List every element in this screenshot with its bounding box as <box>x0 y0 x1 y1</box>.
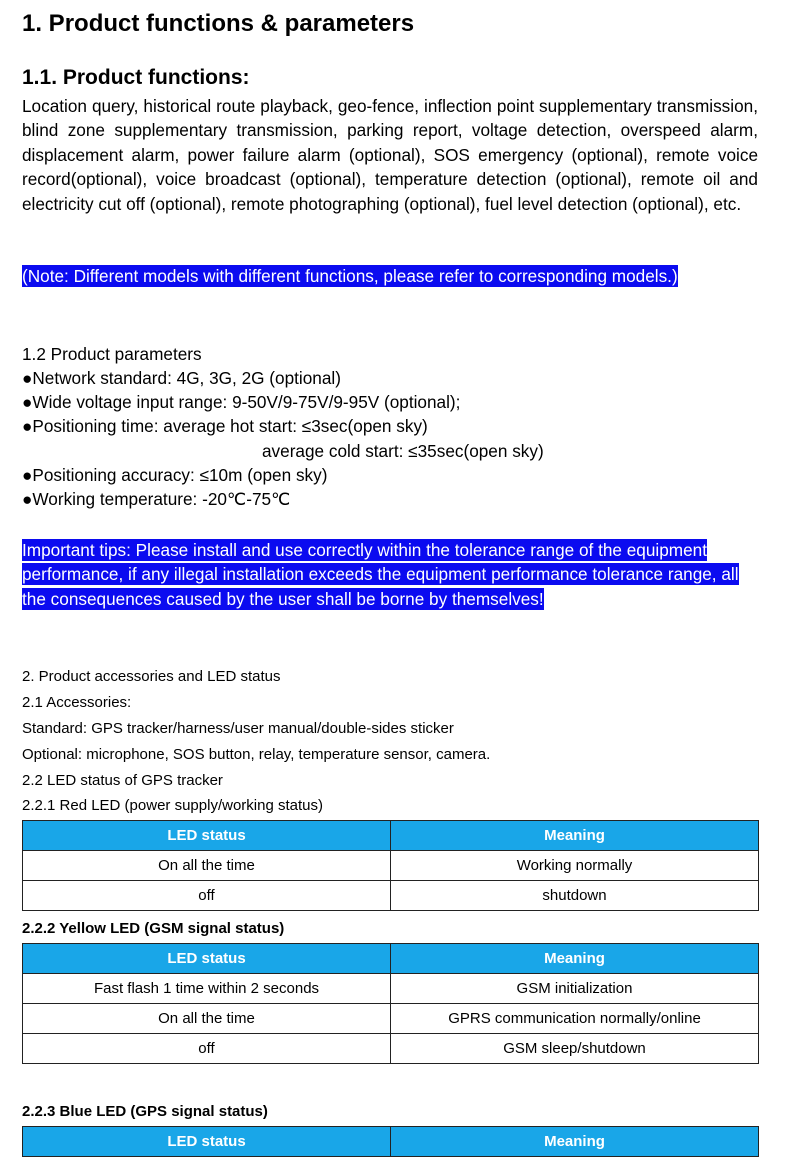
cell-meaning: GSM initialization <box>391 974 759 1004</box>
note-paragraph <box>22 264 758 288</box>
param-voltage: ●Wide voltage input range: 9-50V/9-75V/9-95V (optional); <box>22 392 461 412</box>
header-led-status: LED status <box>23 1127 391 1157</box>
accessories-standard: Standard: GPS tracker/harness/user manual/double-sides sticker <box>22 720 454 737</box>
table-header-row <box>23 821 759 851</box>
accessories-subheading: 2.1 Accessories: <box>22 694 132 711</box>
accessories-heading: 2. Product accessories and LED status <box>22 668 281 685</box>
note-highlight: (Note: Different models with different functions, please refer to corresponding models.) <box>22 266 678 286</box>
param-network: ●Network standard: 4G, 3G, 2G (optional) <box>22 368 341 388</box>
functions-heading: 1.1. Product functions: <box>22 66 250 89</box>
red-led-table <box>22 820 759 911</box>
params-heading: 1.2 Product parameters <box>22 344 202 364</box>
tips-highlight: Important tips: Please install and use correctly within the tolerance range of the equipment performance, if any illegal installation exceeds the equipment performance tolerance range, all the consequences caused by the user shall be borne by themselves! <box>22 540 739 609</box>
table-row <box>23 881 759 911</box>
main-heading: 1. Product functions & parameters <box>22 10 415 37</box>
table-row <box>23 1034 759 1064</box>
important-tips <box>22 538 758 611</box>
led-status-heading: 2.2 LED status of GPS tracker <box>22 772 223 789</box>
header-led-status: LED status <box>23 821 391 851</box>
blue-led-table <box>22 1126 759 1157</box>
cell-meaning: GSM sleep/shutdown <box>391 1034 759 1064</box>
header-led-status: LED status <box>23 944 391 974</box>
yellow-led-table <box>22 943 759 1064</box>
table-row <box>23 851 759 881</box>
accessories-optional: Optional: microphone, SOS button, relay, temperature sensor, camera. <box>22 746 491 763</box>
yellow-led-title: 2.2.2 Yellow LED (GSM signal status) <box>22 920 285 937</box>
cell-meaning: Working normally <box>391 851 759 881</box>
header-meaning: Meaning <box>391 944 759 974</box>
header-meaning: Meaning <box>391 1127 759 1157</box>
table-row <box>23 1004 759 1034</box>
header-meaning: Meaning <box>391 821 759 851</box>
table-header-row <box>23 1127 759 1157</box>
red-led-title: 2.2.1 Red LED (power supply/working status) <box>22 797 323 814</box>
param-accuracy: ●Positioning accuracy: ≤10m (open sky) <box>22 465 328 485</box>
param-temperature: ●Working temperature: -20℃-75℃ <box>22 489 291 509</box>
blue-led-title: 2.2.3 Blue LED (GPS signal status) <box>22 1103 268 1120</box>
param-cold-start: average cold start: ≤35sec(open sky) <box>262 441 544 461</box>
cell-status: off <box>23 881 391 911</box>
cell-status: On all the time <box>23 851 391 881</box>
cell-status: On all the time <box>23 1004 391 1034</box>
cell-status: Fast flash 1 time within 2 seconds <box>23 974 391 1004</box>
cell-meaning: shutdown <box>391 881 759 911</box>
functions-paragraph: Location query, historical route playback, geo-fence, inflection point supplementary transmission, blind zone supplementary transmission, parking report, voltage detection, overspeed alarm, displacement alarm, power failure alarm (optional), SOS emergency (optional), remote voice record(optional), voice broadcast (optional), temperature detection (optional), remote oil and electricity cut off (optional), remote photographing (optional), fuel level detection (optional), etc. <box>22 96 758 214</box>
cell-meaning: GPRS communication normally/online <box>391 1004 759 1034</box>
table-header-row <box>23 944 759 974</box>
param-positioning-time: ●Positioning time: average hot start: ≤3sec(open sky) <box>22 416 428 436</box>
cell-status: off <box>23 1034 391 1064</box>
table-row <box>23 974 759 1004</box>
